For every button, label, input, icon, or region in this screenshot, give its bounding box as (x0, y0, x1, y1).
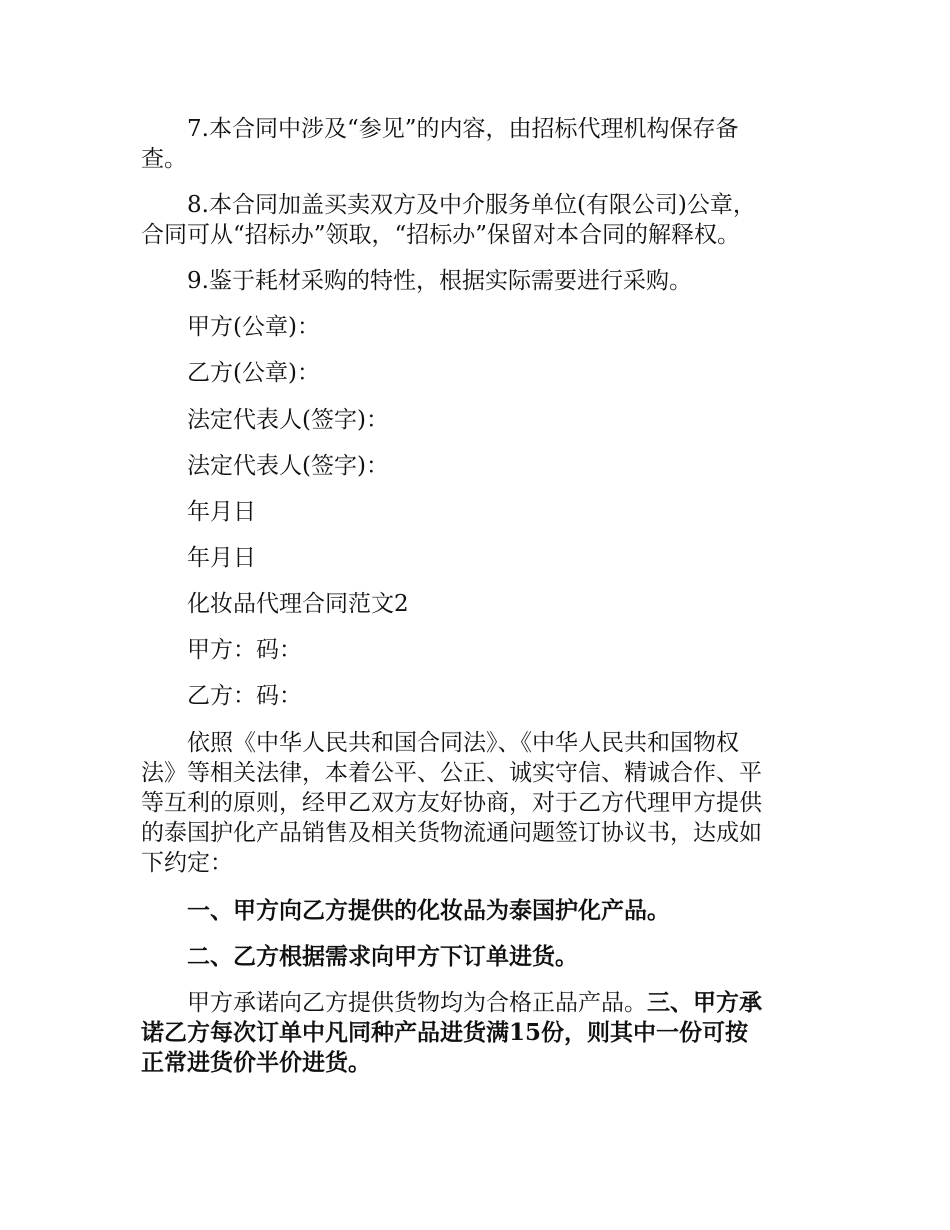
text-line: 正常进货价半价进货。 (141, 1049, 371, 1076)
party-b-seal (141, 358, 831, 388)
text-line: 甲方(公章)： (187, 314, 320, 340)
party-a-seal (141, 312, 831, 342)
text-line: 化妆品代理合同范文2 (187, 591, 409, 617)
text-line: 9.鉴于耗材采购的特性，根据实际需要进行采购。 (187, 268, 692, 294)
text-line: 7.本合同中涉及“参见”的内容，由招标代理机构保存备 (187, 116, 739, 142)
date-line-1 (141, 497, 831, 527)
text-line: 甲方：码： (187, 637, 302, 663)
text-line: 法定代表人(签字)： (187, 407, 389, 433)
text-line: 法定代表人(签字)： (187, 453, 389, 479)
date-line-2 (141, 543, 831, 573)
text-line: 合同可从“招标办”领取，“招标办”保留对本合同的解释权。 (141, 222, 741, 248)
text-line: 下约定： (141, 850, 233, 876)
party-b-code (141, 681, 831, 711)
clause-8 (141, 190, 831, 250)
text-line: 二、乙方根据需求向甲方下订单进货。 (187, 943, 578, 970)
legal-rep-signature-2 (141, 451, 831, 481)
legal-rep-signature-1 (141, 405, 831, 435)
clause-9 (141, 266, 831, 296)
section-title (141, 589, 831, 619)
text-line: 年月日 (187, 545, 256, 571)
article-3 (141, 988, 831, 1078)
text-line: 8.本合同加盖买卖双方及中介服务单位(有限公司)公章， (187, 192, 756, 218)
clause-7 (141, 114, 831, 174)
party-a-code (141, 635, 831, 665)
text-segment-bold: 三、甲方承 (647, 989, 762, 1016)
text-line: 乙方(公章)： (187, 360, 320, 386)
text-line: 乙方：码： (187, 683, 302, 709)
text-line: 年月日 (187, 499, 256, 525)
text-line: 的泰国护化产品销售及相关货物流通问题签订协议书，达成如 (141, 820, 762, 846)
text-line: 法》等相关法律，本着公平、公正、诚实守信、精诚合作、平 (141, 760, 762, 786)
article-2 (141, 942, 831, 972)
text-line: 查。 (141, 146, 187, 172)
text-line: 诺乙方每次订单中凡同种产品进货满15份，则其中一份可按 (141, 1019, 749, 1046)
text-line: 等互利的原则，经甲乙双方友好协商，对于乙方代理甲方提供 (141, 790, 762, 816)
text-segment: 甲方承诺向乙方提供货物均为合格正品产品。 (187, 990, 647, 1016)
article-1 (141, 896, 831, 926)
text-line: 一、甲方向乙方提供的化妆品为泰国护化产品。 (187, 897, 670, 924)
text-line: 依照《中华人民共和国合同法》、《中华人民共和国物权 (187, 730, 739, 756)
text-line (141, 988, 831, 1018)
preamble (141, 728, 831, 878)
